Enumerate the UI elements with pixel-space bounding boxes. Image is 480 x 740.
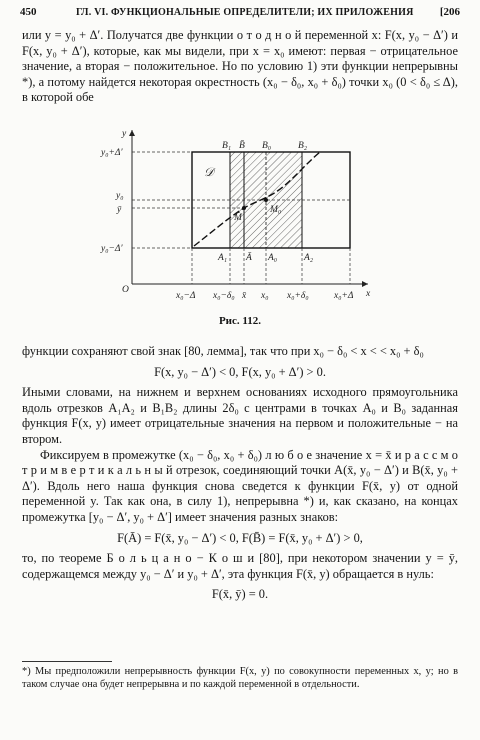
paragraph-other-words: Иными словами, на нижнем и верхнем основаниях исходного прямоугольника вдоль отрезков A₁A₂ и B₁B₂ длины 2δ₀ с центрами в точках A₀ и B₀ заданная функция F(x, y) имеет отрицательные значения на первом и положительные − на втором. xyxy=(22,385,458,446)
section-number: [206 xyxy=(439,6,460,18)
paragraph-bolzano: то, по теореме Б о л ь ц а н о − К о ш и [80], при некотором значении y = ȳ, содержащемся между y₀ − Δ′ и y₀ + Δ′, эта функция F(x̄, y) обращается в нуль: xyxy=(22,551,458,581)
label-A2: A₂ xyxy=(304,253,314,263)
label-y-axis: y xyxy=(122,129,127,139)
label-B1: B₁ xyxy=(222,141,232,151)
label-origin: O xyxy=(122,285,129,295)
running-header xyxy=(20,6,460,22)
tick-x0-plus-delta0: x₀+δ₀ xyxy=(287,291,309,301)
label-B0: B₀ xyxy=(262,141,272,151)
point-M-bar xyxy=(242,206,246,210)
chapter-title: ГЛ. VI. ФУНКЦИОНАЛЬНЫЕ ОПРЕДЕЛИТЕЛИ; ИХ ПРИЛОЖЕНИЯ xyxy=(76,7,414,18)
label-M0: M₀ xyxy=(270,205,282,215)
paragraph-sign: функции сохраняют свой знак [80, лемма], так что при x₀ − δ₀ < x < < x₀ + δ₀ xyxy=(22,344,424,358)
label-y-bottom: y₀−Δ′ xyxy=(101,244,123,254)
tick-x0: x₀ xyxy=(261,291,269,301)
equation-3: F(x̄, ȳ) = 0. xyxy=(211,587,269,602)
tick-x0-minus-Delta: x₀−Δ xyxy=(176,291,196,301)
figure-svg xyxy=(100,124,380,314)
label-A-bar: Ā xyxy=(246,253,252,263)
top-text-block xyxy=(22,28,458,106)
equation-2: F(Ā) = F(x̄, y₀ − Δ′) < 0, F(B̄) = F(x̄, y₀ + Δ′) > 0, xyxy=(117,530,363,545)
label-region-D: 𝒟 xyxy=(204,165,214,179)
label-y0: y₀ xyxy=(116,191,124,201)
paragraph-intro: или y = y₀ + Δ′. Получатся две функции о т о д н о й переменной x: F(x, y₀ − Δ′) и F(x, y₀ + Δ′), которые, как мы видели, при x = x₀ имеют: первая − отрицательное значение, а вторая − положительное. Но по условию 1) эти функции непрерывны *), а потому найдется некоторая окрестность (x₀ − δ₀, x₀ + δ₀) точки x₀ (0 < δ₀ ≤ Δ), в которой обе xyxy=(22,28,458,105)
tick-x-bar: x̄ xyxy=(242,291,247,301)
footnote: *) Мы предположили непрерывность функции F(x, y) по совокупности переменных x, y; но в таком случае она будет непрерывна и по каждой переменной в отдельности. xyxy=(22,666,458,690)
label-y-bar: ȳ xyxy=(117,205,122,215)
point-M0 xyxy=(264,198,268,202)
label-A0: A₀ xyxy=(268,253,278,263)
paragraph-fix: Фиксируем в промежутке (x₀ − δ₀, x₀ + δ₀) л ю б о е значение x = x̄ и р а с с м о т р и м в е р т и к а л ь н ы й отрезок, соединяющий точки A(x̄, y₀ − Δ′) и B(x̄, y₀ + Δ′). Вдоль него наша функция снова сведется к функции F(x̄, y) от одной переменной y. Так как она, в силу 1), непрерывна *) и, как сказано, на концах промежутка [y₀ − Δ′, y₀ + Δ′] имеет значения разных знаков: xyxy=(22,447,458,524)
label-B2: B₂ xyxy=(298,141,308,151)
tick-x0-minus-delta0: x₀−δ₀ xyxy=(213,291,235,301)
tick-x0-plus-Delta: x₀+Δ xyxy=(334,291,354,301)
main-text-block xyxy=(22,344,458,608)
figure-112 xyxy=(100,124,380,314)
label-x-axis: x xyxy=(366,289,371,299)
label-y-top: y₀+Δ′ xyxy=(101,148,123,158)
page-number: 450 xyxy=(20,6,37,18)
footnote-rule xyxy=(22,661,112,662)
label-B-bar: B̄ xyxy=(239,141,245,151)
label-M-bar: M̄ xyxy=(234,213,242,223)
equation-1: F(x, y₀ − Δ′) < 0, F(x, y₀ + Δ′) > 0. xyxy=(154,364,326,379)
figure-caption: Рис. 112. xyxy=(218,315,262,327)
label-A1: A₁ xyxy=(218,253,228,263)
